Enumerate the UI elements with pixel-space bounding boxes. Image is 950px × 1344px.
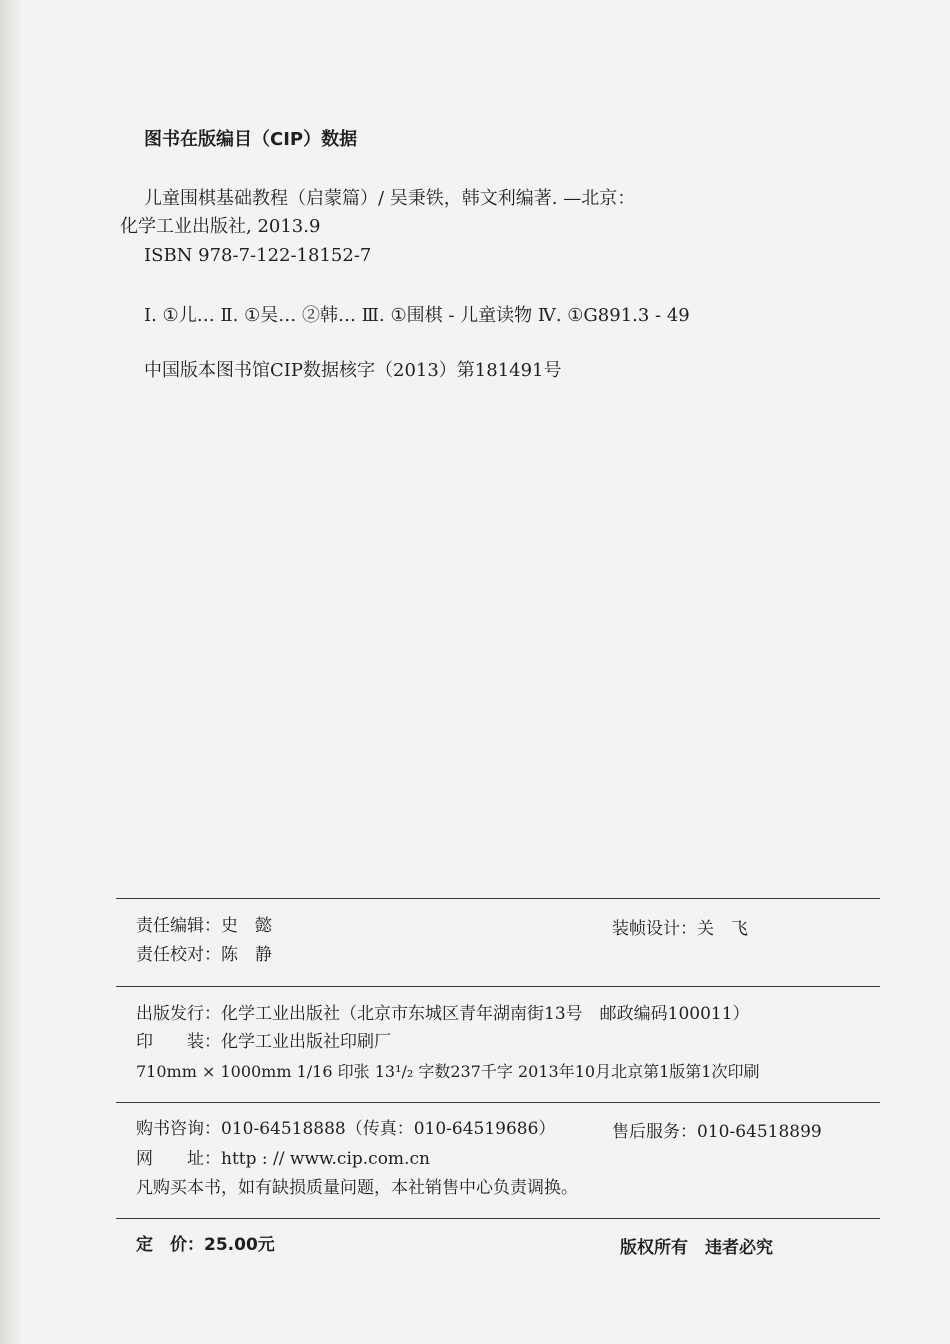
order-hotline: 购书咨询：010-64518888（传真：010-64519686） bbox=[136, 1119, 556, 1139]
publisher-info: 出版发行：化学工业出版社（北京市东城区青年湖南街13号 邮政编码100011） bbox=[136, 1004, 750, 1024]
divider-rule bbox=[116, 986, 880, 987]
divider-rule bbox=[116, 1102, 880, 1103]
website-address: 网 址：http : // www.cip.com.cn bbox=[136, 1149, 430, 1169]
responsible-editor: 责任编辑：史 懿 bbox=[136, 916, 272, 936]
printer-info: 印 装：化学工业出版社印刷厂 bbox=[136, 1032, 391, 1052]
after-sales-hotline: 售后服务：010-64518899 bbox=[612, 1122, 822, 1142]
cip-title-line: 儿童围棋基础教程（启蒙篇）/ 吴秉铁，韩文利编著. —北京： bbox=[144, 188, 636, 209]
copyright-notice: 版权所有 违者必究 bbox=[620, 1238, 773, 1258]
divider-rule bbox=[116, 898, 880, 899]
cip-record-number: 中国版本图书馆CIP数据核字（2013）第181491号 bbox=[144, 360, 562, 381]
cip-isbn: ISBN 978-7-122-18152-7 bbox=[144, 245, 372, 266]
price: 定 价：25.00元 bbox=[136, 1235, 275, 1255]
cip-classification: Ⅰ. ①儿… Ⅱ. ①吴… ②韩… Ⅲ. ①围棋 - 儿童读物 Ⅳ. ①G891.3 - 49 bbox=[144, 305, 690, 326]
spine-shadow bbox=[0, 0, 22, 1344]
cip-publisher-line: 化学工业出版社, 2013.9 bbox=[120, 216, 321, 237]
book-specs: 710mm × 1000mm 1/16 印张 13¹/₂ 字数237千字 2013年10月北京第1版第1次印刷 bbox=[136, 1062, 760, 1081]
cip-heading: 图书在版编目（CIP）数据 bbox=[144, 129, 358, 150]
responsible-proofreader: 责任校对：陈 静 bbox=[136, 945, 272, 965]
cover-designer: 装帧设计：关 飞 bbox=[612, 919, 748, 939]
divider-rule bbox=[116, 1218, 880, 1219]
quality-notice: 凡购买本书，如有缺损质量问题，本社销售中心负责调换。 bbox=[136, 1178, 578, 1198]
